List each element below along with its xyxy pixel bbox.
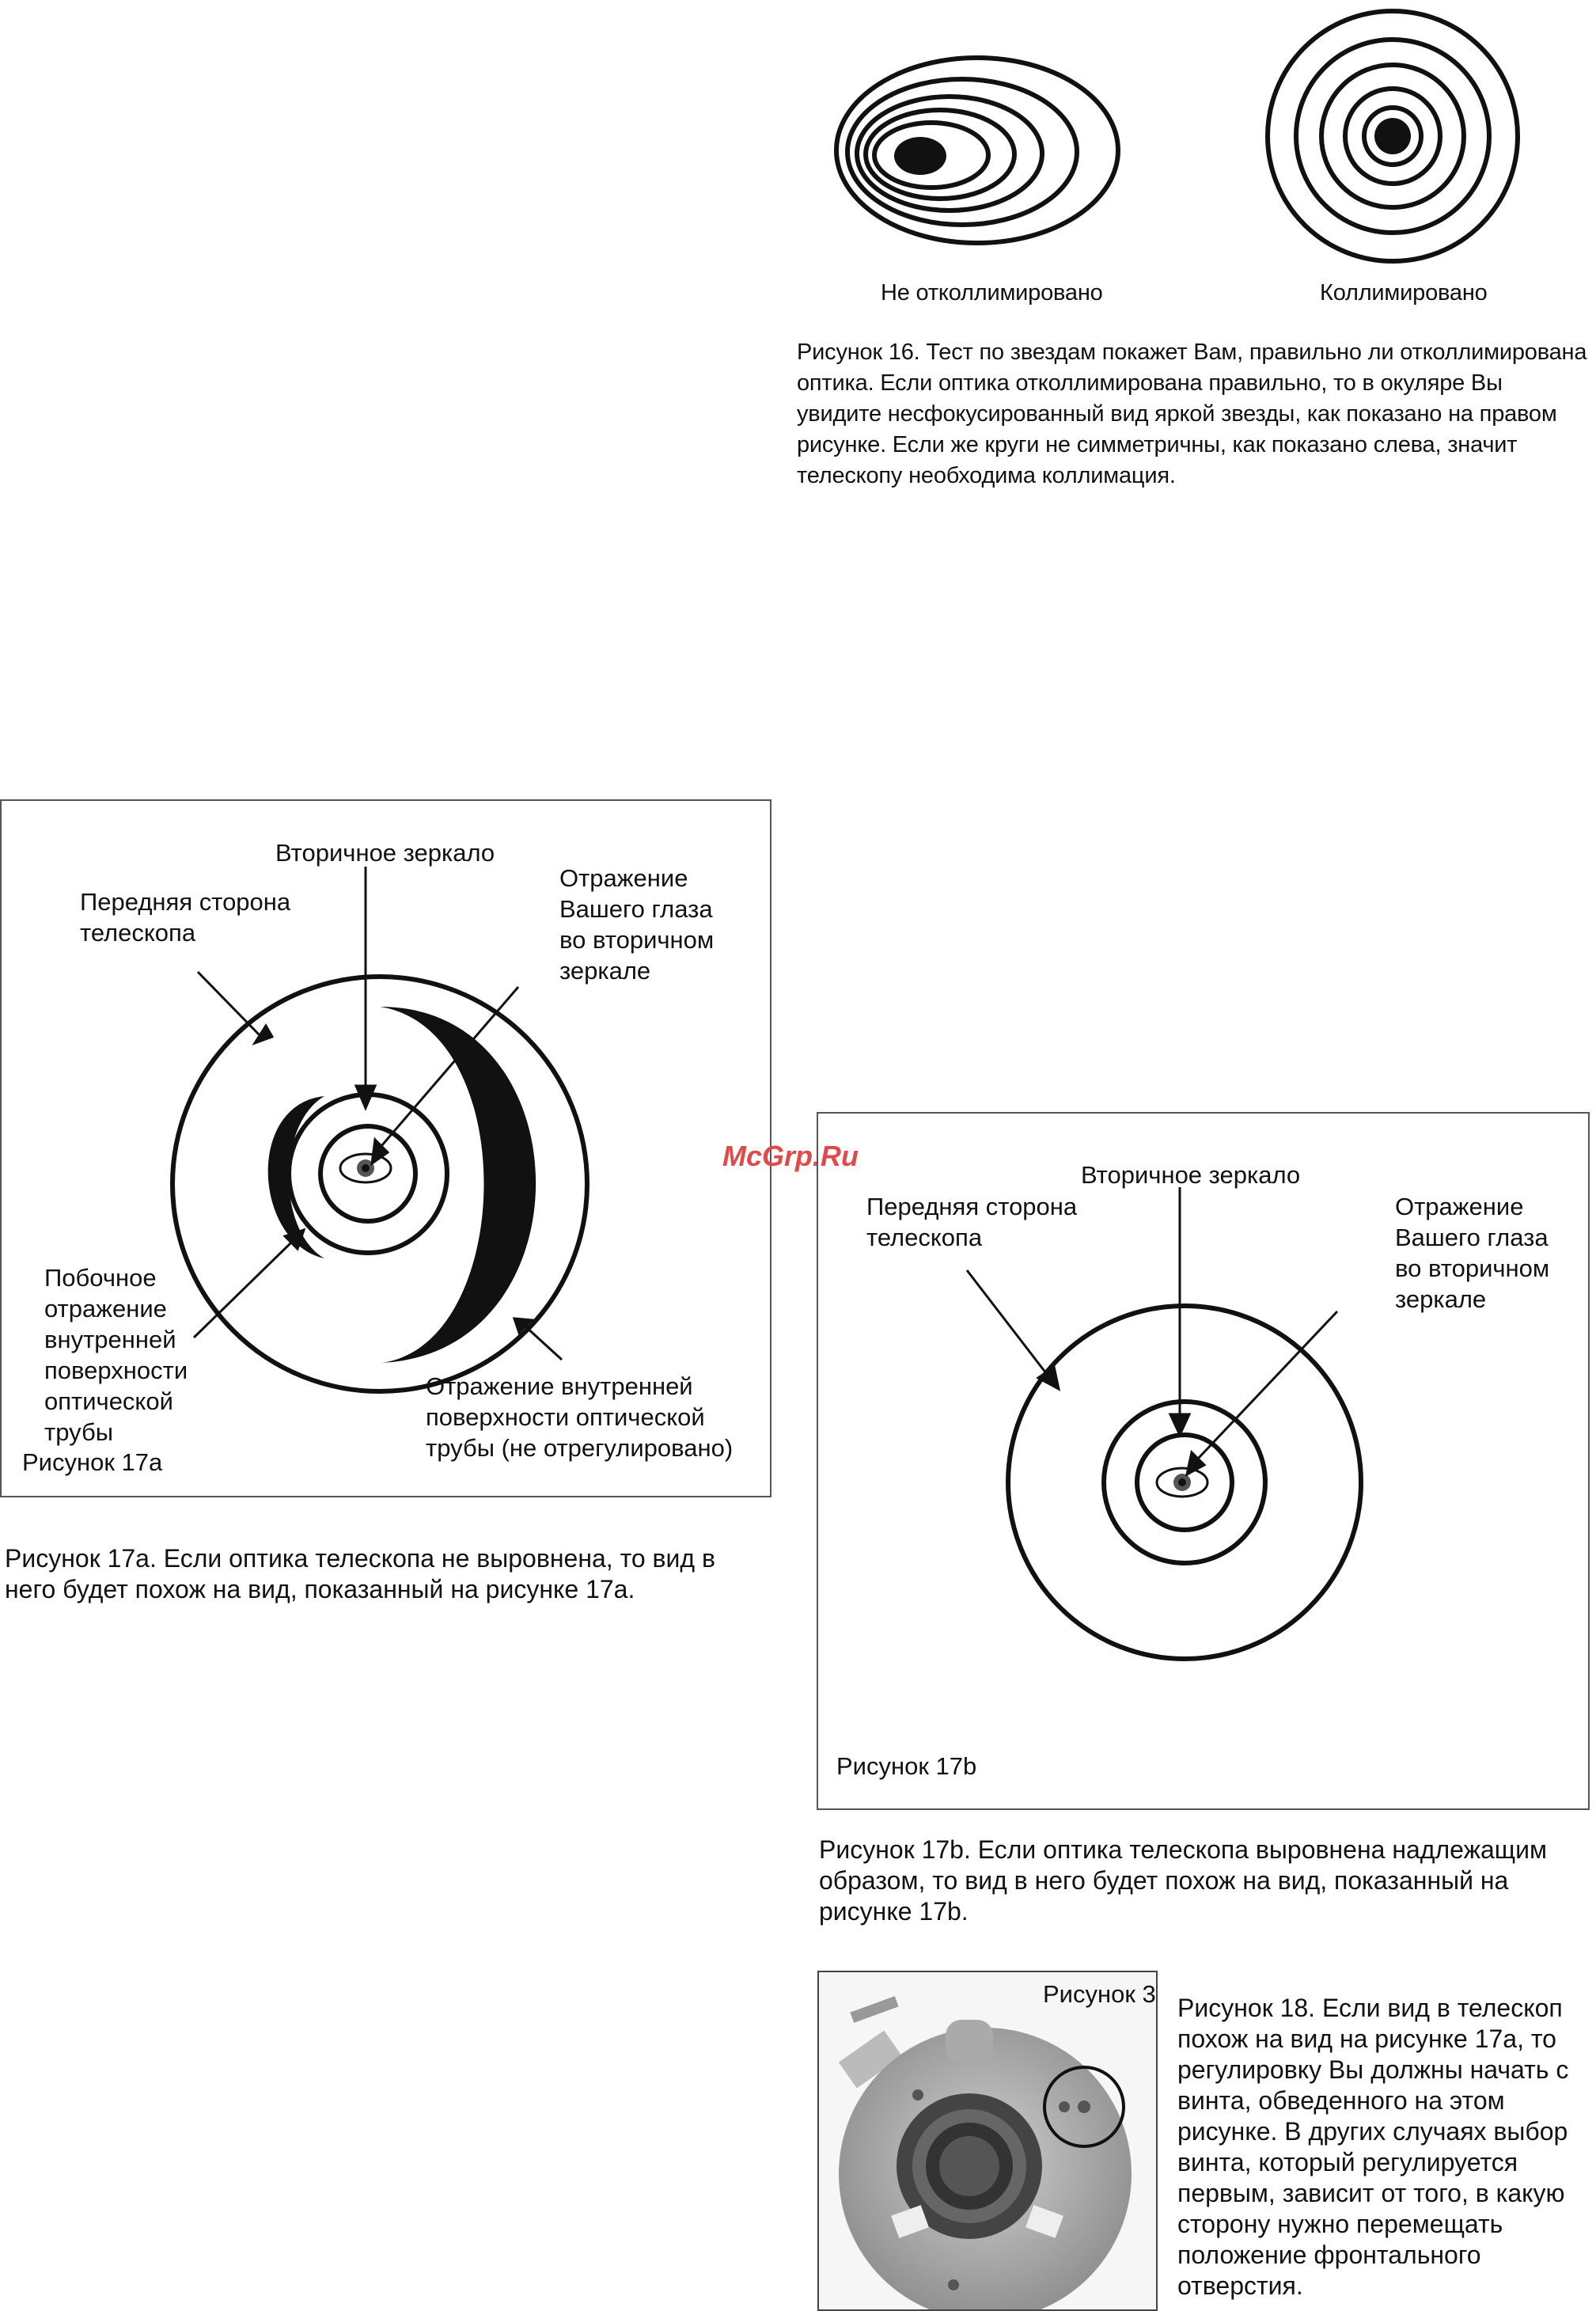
fig17b-label-secondary-mirror: Вторичное зеркало xyxy=(1081,1161,1301,1189)
fig18-photo xyxy=(817,1971,1158,2311)
fig18-telescope-illustration xyxy=(819,1972,1158,2311)
fig17b-caption: Рисунок 17b. Если оптика телескопа выровнена надлежащим образом, то вид в него будет похож на вид, показанный на рисунке 17b. xyxy=(819,1835,1547,1926)
fig17a-label-tube-reflection: Отражение внутренней поверхности оптической трубы (не отрегулировано) xyxy=(426,1372,734,1462)
fig17a-title: Рисунок 17a xyxy=(22,1448,163,1476)
fig16-collimated-diagram xyxy=(1262,9,1531,279)
fig17a-label-front-side: Передняя сторона телескопа xyxy=(80,888,291,947)
fig16-uncollimated-diagram xyxy=(831,32,1147,293)
fig16-label-collimated: Коллимировано xyxy=(1320,280,1488,305)
fig16-caption: Рисунок 16. Тест по звездам покажет Вам, правильно ли отколлимирована оптика. Если оптика отколлимирована правильно, то в окуляре Вы увидите несфокусированный вид яркой звезды, как показано на правом рисунке. Если же круги не симметричны, как показано слева, значит телескопу необходима коллимация. xyxy=(797,340,1587,488)
fig17b-label-front-side: Передняя сторона телескопа xyxy=(866,1193,1078,1251)
fig17a-label-eye-reflection: Отражение Вашего глаза во вторичном зеркале xyxy=(559,864,715,985)
fig17a-label-secondary-mirror: Вторичное зеркало xyxy=(275,839,495,867)
fig17b-title: Рисунок 17b xyxy=(836,1752,977,1780)
fig17b-label-eye-reflection: Отражение Вашего глаза во вторичном зеркале xyxy=(1395,1193,1550,1313)
fig16-label-uncollimated: Не отколлимировано xyxy=(881,280,1103,305)
fig17a-label-side-reflection: Побочное отражение внутренней поверхности оптической трубы xyxy=(44,1264,188,1446)
fig18-photo-label: Рисунок 3 xyxy=(1043,1980,1156,2008)
watermark: McGrp.Ru xyxy=(722,1140,859,1172)
fig18-caption: Рисунок 18. Если вид в телескоп похож на вид на рисунке 17a, то регулировку Вы должны начать с винта, обведенного на этом рисунке. В других случаях выбор винта, который регулируется первым, зависит от того, в какую сторону нужно перемещать положение фронтального отверстия. xyxy=(1177,1994,1569,2300)
fig17a-caption: Рисунок 17a. Если оптика телескопа не выровнена, то вид в него будет похож на вид, показанный на рисунке 17a. xyxy=(5,1544,715,1603)
